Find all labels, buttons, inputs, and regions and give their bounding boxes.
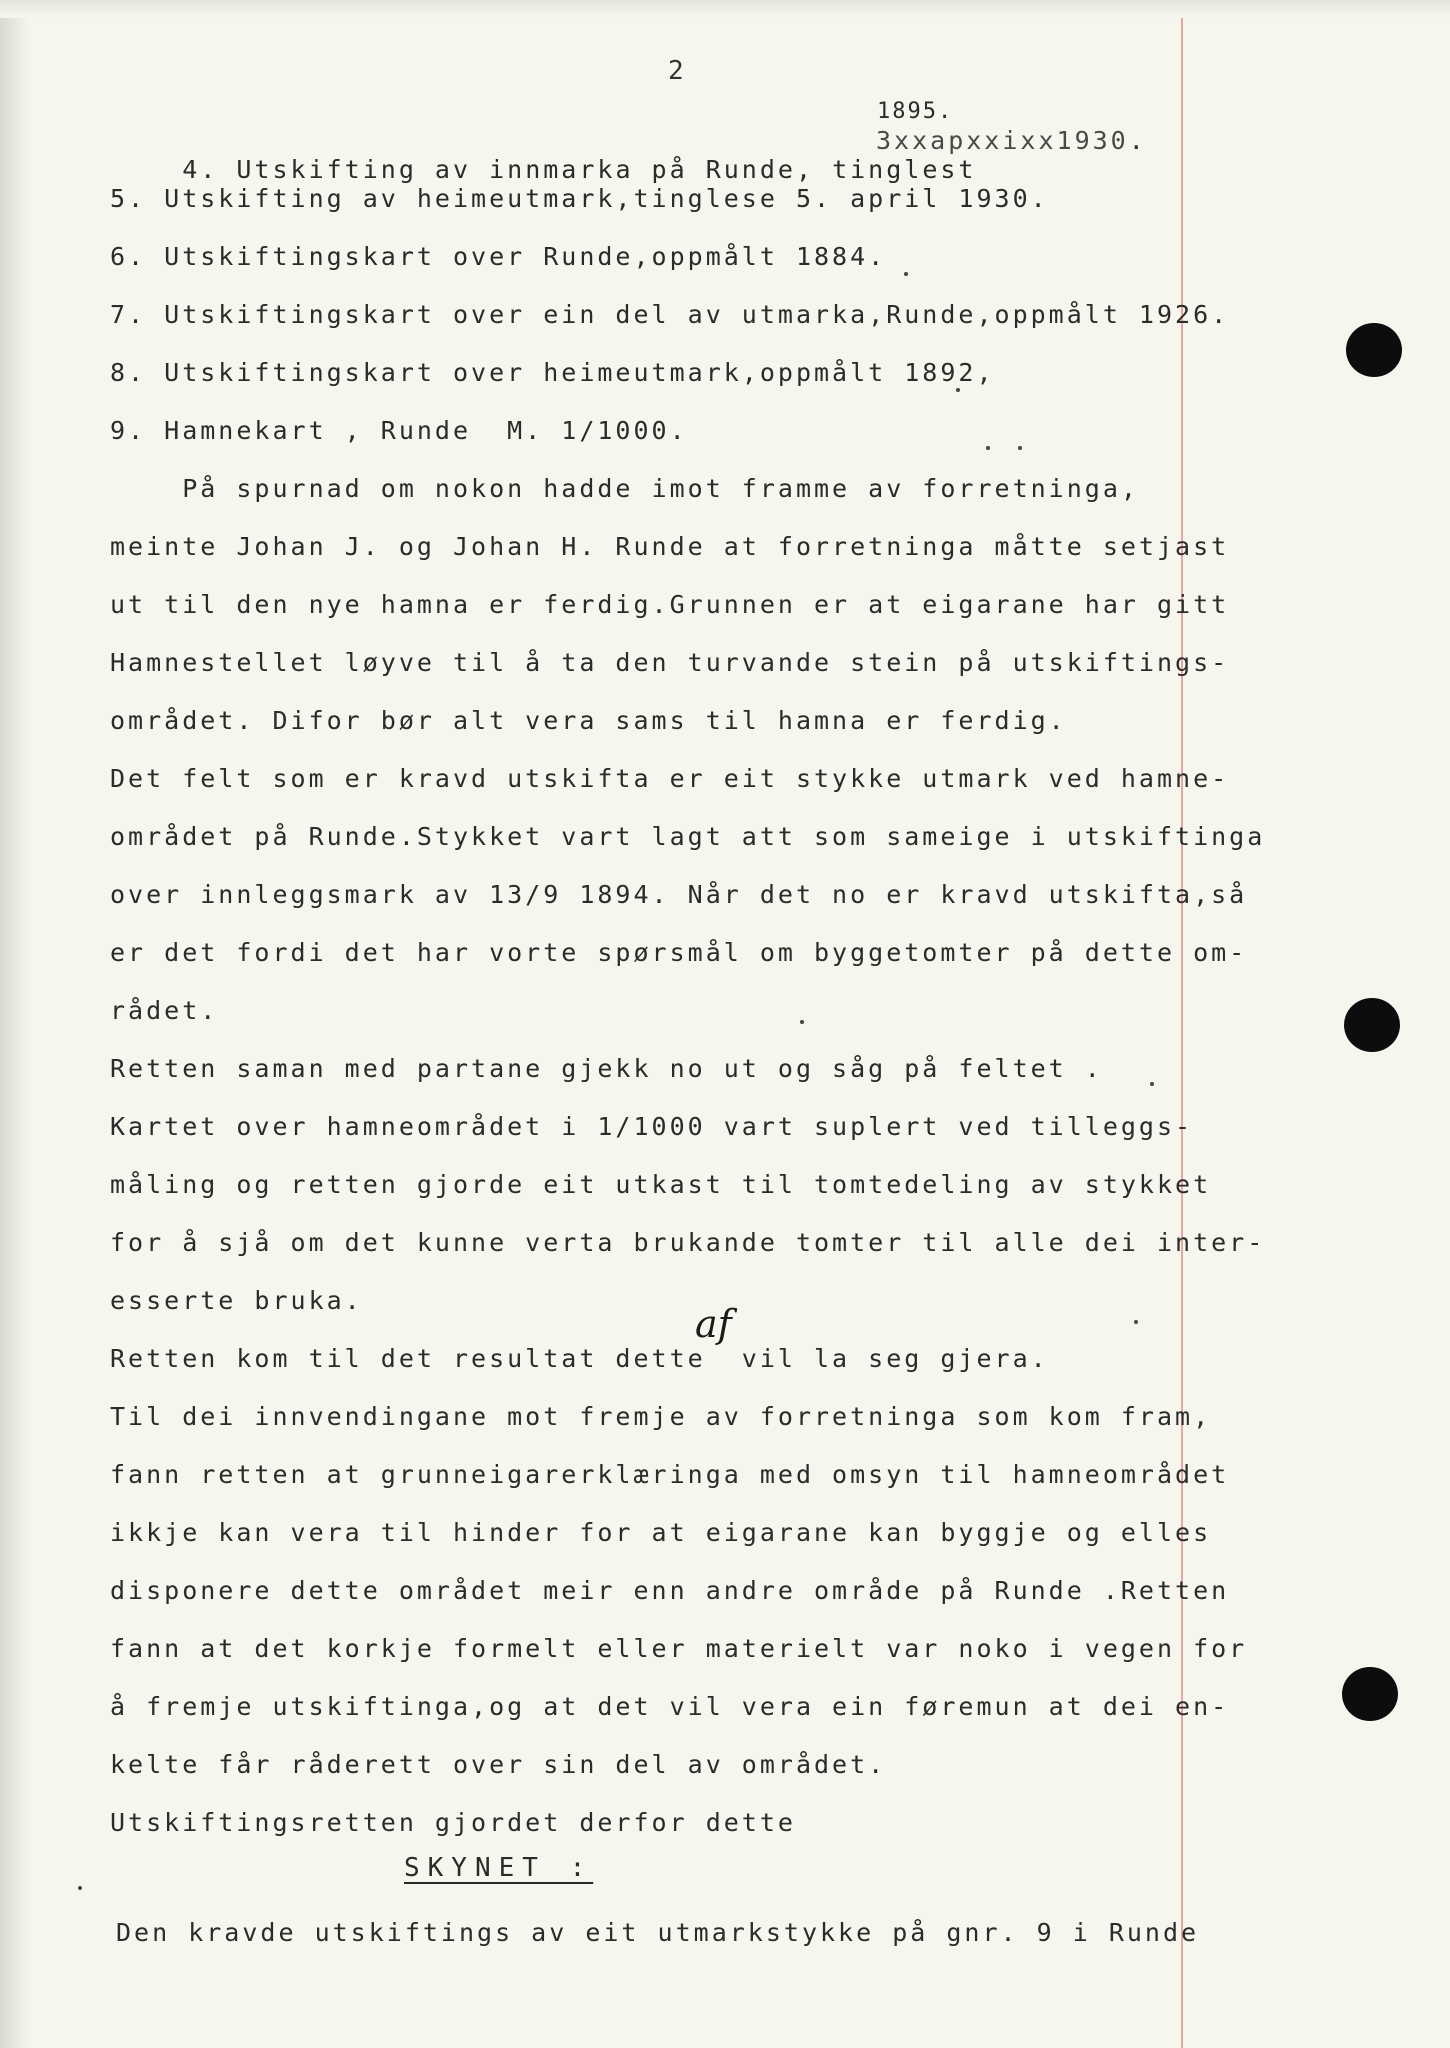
text-line: måling og retten gjorde eit utkast til tomtedeling av stykket [110,1170,1212,1199]
ink-speck [78,1886,82,1890]
ink-speck [1018,446,1022,450]
text-line: å fremje utskiftinga,og at det vil vera ein føremun at dei en- [110,1692,1230,1721]
ink-speck [956,388,960,392]
text-line: Utskiftingsretten gjordet derfor dette [110,1808,796,1837]
text-line: disponere dette området meir enn andre område på Runde .Retten [110,1576,1230,1605]
date-overwrite: 1895. [877,99,954,124]
text-line: området på Runde.Stykket vart lagt att som sameige i utskiftinga [110,822,1266,851]
text-line: området. Difor bør alt vera sams til hamna er ferdig. [110,706,1067,735]
text-line: Til dei innvendingane mot fremje av forretninga som kom fram, [110,1402,1212,1431]
text-line: over innleggsmark av 13/9 1894. Når det no er kravd utskifta,så [110,880,1248,909]
list-item-4-end: . [1128,126,1147,155]
list-item-7: 7. Utskiftingskart over ein del av utmarka,Runde,oppmålt 1926. [110,300,1230,329]
text-line: Kartet over hamneområdet i 1/1000 vart suplert ved tilleggs- [110,1112,1194,1141]
text-line: for å sjå om det kunne verta brukande tomter til alle dei inter- [110,1228,1266,1257]
list-item-4-text: 4. Utskifting av innmarka på Runde, tinglest [182,155,995,184]
section-heading: SKYNET : [404,1853,594,1883]
ink-speck [1150,1082,1154,1086]
ink-speck [904,272,908,276]
text-line: fann at det korkje formelt eller materielt var noko i vegen for [110,1634,1248,1663]
punch-hole-bottom [1342,1667,1398,1721]
page-left-edge [0,0,30,2048]
ink-speck [986,446,990,450]
text-line: Retten saman med partane gjekk no ut og såg på feltet . [110,1054,1103,1083]
text-line: Det felt som er kravd utskifta er eit stykke utmark ved hamne- [110,764,1230,793]
list-item-6: 6. Utskiftingskart over Runde,oppmålt 1884. [110,242,887,271]
text-line: ikkje kan vera til hinder for at eigarane kan byggje og elles [110,1518,1212,1547]
ink-speck [1134,1320,1138,1324]
page-number: 2 [668,56,684,86]
list-item-9: 9. Hamnekart , Runde M. 1/1000. [110,416,688,445]
text-line: er det fordi det har vorte spørsmål om byggetomter på dette om- [110,938,1248,967]
text-line: Retten kom til det resultat dette vil la seg gjera. [110,1344,1049,1373]
text-line: ut til den nye hamna er ferdig.Grunnen er at eigarane har gitt [110,590,1230,619]
handwritten-insertion: af [695,1302,732,1346]
ink-speck [800,1020,804,1024]
page-top-edge [0,0,1450,18]
text-line: meinte Johan J. og Johan H. Runde at forretninga måtte setjast [110,532,1230,561]
text-line: Hamnestellet løyve til å ta den turvande stein på utskiftings- [110,648,1230,677]
list-item-5: 5. Utskifting av heimeutmark,tinglese 5. april 1930. [110,184,1049,213]
punch-hole-top [1346,323,1402,377]
punch-hole-middle [1344,998,1400,1052]
text-line: På spurnad om nokon hadde imot framme av forretninga, [110,474,1139,503]
struck-out-date [876,126,1147,155]
text-line: rådet. [110,996,219,1025]
text-line: Den kravde utskiftings av eit utmarkstykke på gnr. 9 i Runde [116,1918,1200,1947]
text-line: esserte bruka. [110,1286,363,1315]
list-item-8: 8. Utskiftingskart over heimeutmark,oppmålt 1892, [110,358,995,387]
text-line: kelte får råderett over sin del av området. [110,1750,887,1779]
text-line: fann retten at grunneigarerklæringa med omsyn til hamneområdet [110,1460,1230,1489]
struck-out-text: 3xxapxxixx1930 [876,126,1129,155]
